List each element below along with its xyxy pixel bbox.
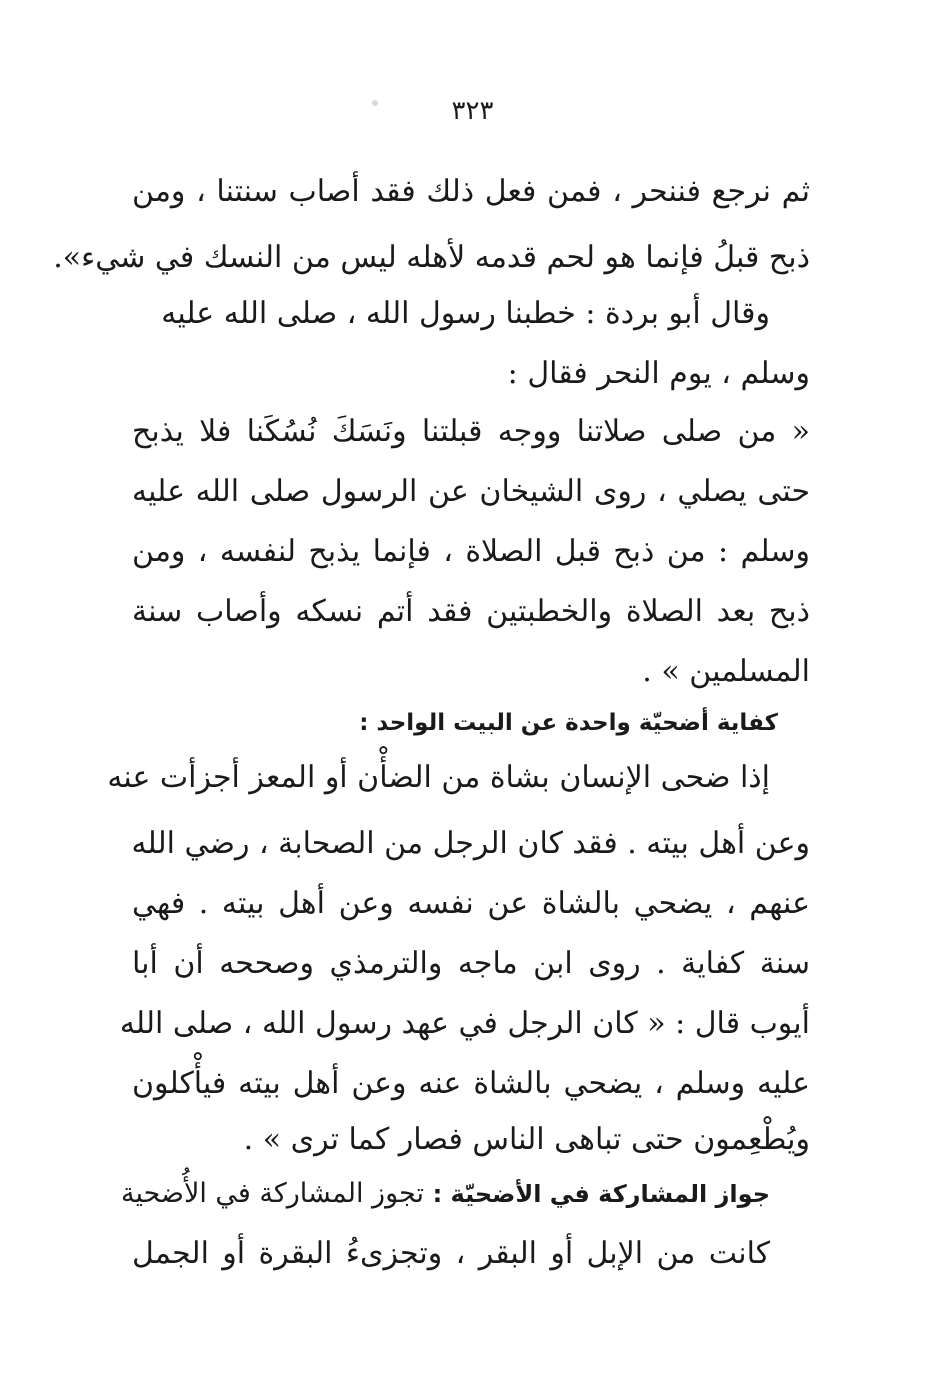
text-line: ذبح قبلُ فإنما هو لحم قدمه لأهله ليس من النسك في شيء». [53,240,810,275]
text-line: المسلمين » . [642,654,810,689]
scan-speck [372,100,378,106]
text-line: ذبح بعد الصلاة والخطبتين فقد أتم نسكه وأصاب سنة [132,594,810,629]
text-line: عنهم ، يضحي بالشاة عن نفسه وعن أهل بيته . فهي [132,886,810,921]
page-number: ٣٢٣ [451,96,494,126]
text-line: ثم نرجع فننحر ، فمن فعل ذلك فقد أصاب سنتنا ، ومن [132,174,810,209]
text-line: عليه وسلم ، يضحي بالشاة عنه وعن أهل بيته فيأْكلون [132,1066,810,1101]
text-line: وسلم : من ذبح قبل الصلاة ، فإنما يذبح لنفسه ، ومن [132,534,810,569]
text-line: وقال أبو بردة : خطبنا رسول الله ، صلى الله عليه [161,296,770,331]
section-heading-inline: جواز المشاركة في الأضحيّة : [432,1180,770,1208]
text-line: ويُطْعِمون حتى تباهى الناس فصار كما ترى » . [243,1122,810,1157]
section-heading-text: تجوز المشاركة في الأُضحية [120,1178,424,1209]
text-line: وسلم ، يوم النحر فقال : [507,356,810,391]
text-line: « من صلى صلاتنا ووجه قبلتنا ونَسَكَ نُسُكَنا فلا يذبح [132,414,810,449]
text-line: أيوب قال : « كان الرجل في عهد رسول الله ، صلى الله [119,1006,810,1041]
section-heading-line [120,1172,810,1216]
text-line: حتى يصلي ، روى الشيخان عن الرسول صلى الله عليه [132,474,810,509]
section-heading: كفاية أضحيّة واحدة عن البيت الواحد : [359,710,778,736]
text-line: وعن أهل بيته . فقد كان الرجل من الصحابة ، رضي الله [131,826,810,861]
text-line: كانت من الإبل أو البقر ، وتجزىءُ البقرة أو الجمل [132,1236,770,1271]
text-line: إذا ضحى الإنسان بشاة من الضأْن أو المعز أجزأت عنه [107,760,770,795]
text-line: سنة كفاية . روى ابن ماجه والترمذي وصححه أن أبا [132,946,810,981]
